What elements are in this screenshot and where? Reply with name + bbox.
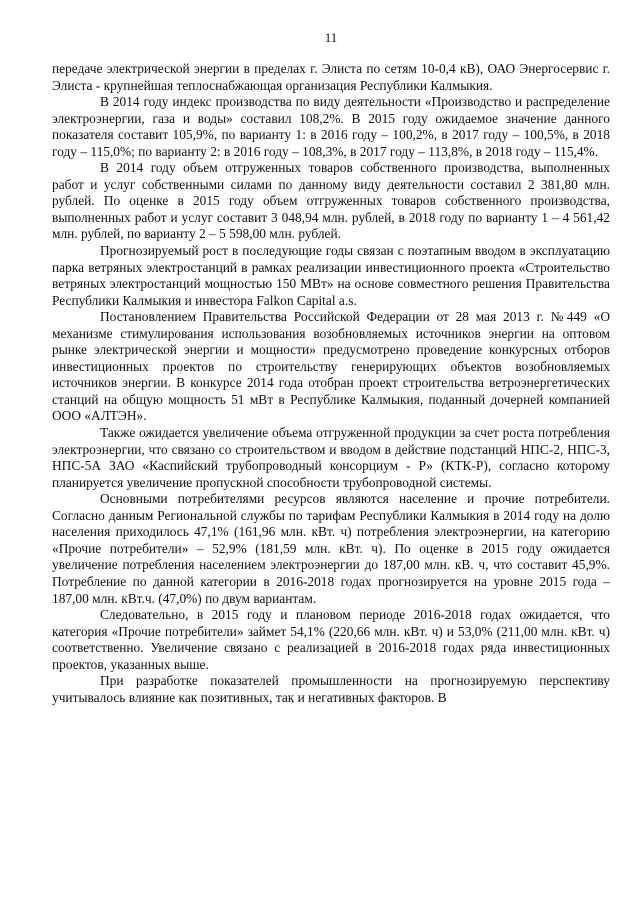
page-number: 11 [324,30,338,45]
paragraph-continuation: передаче электрической энергии в пределах г. Элиста по сетям 10-0,4 кВ), ОАО Энергосервис г. Элиста - крупнейшая теплоснабжающая организация Республики Калмыкия. [52,61,610,93]
paragraph-other-consumers-share: Следовательно, в 2015 году и плановом периоде 2016-2018 годах ожидается, что категория «Прочие потребители» займет 54,1% (220,66 млн. кВт. ч) и 53,0% (211,00 млн. кВт. ч) соответственно. Увеличение связано с реализацией в 2016-2018 годах ряда инвестиционных проектов, указанных выше. [52,607,610,672]
paragraph-consumers: Основными потребителями ресурсов являются население и прочие потребители. Согласно данным Региональной службы по тарифам Республики Калмыкия в 2014 году на долю населения приходилось 47,1% (161,96 млн. кВт. ч) потребления электроэнергии, на категорию «Прочие потребители» – 52,9% (181,59 млн. кВт. ч). По оценке в 2015 году ожидается увеличение потребления населением электроэнергии до 187,00 млн. кВ. ч, что составит 45,9%. Потребление по данной категории в 2016-2018 годах прогнозируется на уровне 2015 года – 187,00 млн. кВт.ч. (47,0%) по двум вариантам. [52,491,610,606]
paragraph-forecast-factors: При разработке показателей промышленности на прогнозируемую перспективу учитывалось влияние как позитивных, так и негативных факторов. В [52,673,610,705]
document-body [52,61,610,706]
paragraph-wind-farms: Прогнозируемый рост в последующие годы связан с поэтапным вводом в эксплуатацию парка ветряных электростанций в рамках реализации инвестиционного проекта «Строительство ветряных электростанций мощностью 150 МВт» на основе совместного решения Правительства Республики Калмыкия и инвестора Falkon Capital a.s. [52,243,610,308]
paragraph-substations: Также ожидается увеличение объема отгруженной продукции за счет роста потребления электроэнергии, что связано со строительством и вводом в действие подстанций НПС-2, НПС-3, НПС-5А ЗАО «Каспийский трубопроводный консорциум - Р» (КТК-Р), согласно которому планируется увеличение пропускной способности трубопроводной системы. [52,425,610,490]
paragraph-shipped-goods-volume: В 2014 году объем отгруженных товаров собственного производства, выполненных работ и услуг собственными силами по данному виду деятельности составил 2 381,80 млн. рублей. По оценке в 2015 году объем отгруженных товаров собственного производства, выполненных работ и услуг составит 3 048,94 млн. рублей, в 2018 году по варианту 1 – 4 561,42 млн. рублей, по варианту 2 – 5 598,00 млн. рублей. [52,160,610,242]
paragraph-government-decree: Постановлением Правительства Российской Федерации от 28 мая 2013 г. №449 «О механизме стимулирования использования возобновляемых источников энергии на оптовом рынке электрической энергии и мощности» предусмотрено проведение конкурсных отборов инвестиционных проектов по строительству генерирующих объектов возобновляемых источников энергии. В конкурсе 2014 года отобран проект строительства ветроэнергетических станций на общую мощность 51 мВт в Республике Калмыкия, поданный дочерней компанией ООО «АЛТЭН». [52,309,610,424]
paragraph-production-index: В 2014 году индекс производства по виду деятельности «Производство и распределение электроэнергии, газа и воды» составил 108,2%. В 2015 году ожидаемое значение данного показателя составит 105,9%, по варианту 1: в 2016 году – 100,2%, в 2017 году – 100,5%, в 2018 году – 115,0%; по варианту 2: в 2016 году – 108,3%, в 2017 году – 113,8%, в 2018 году – 115,4%. [52,94,610,159]
